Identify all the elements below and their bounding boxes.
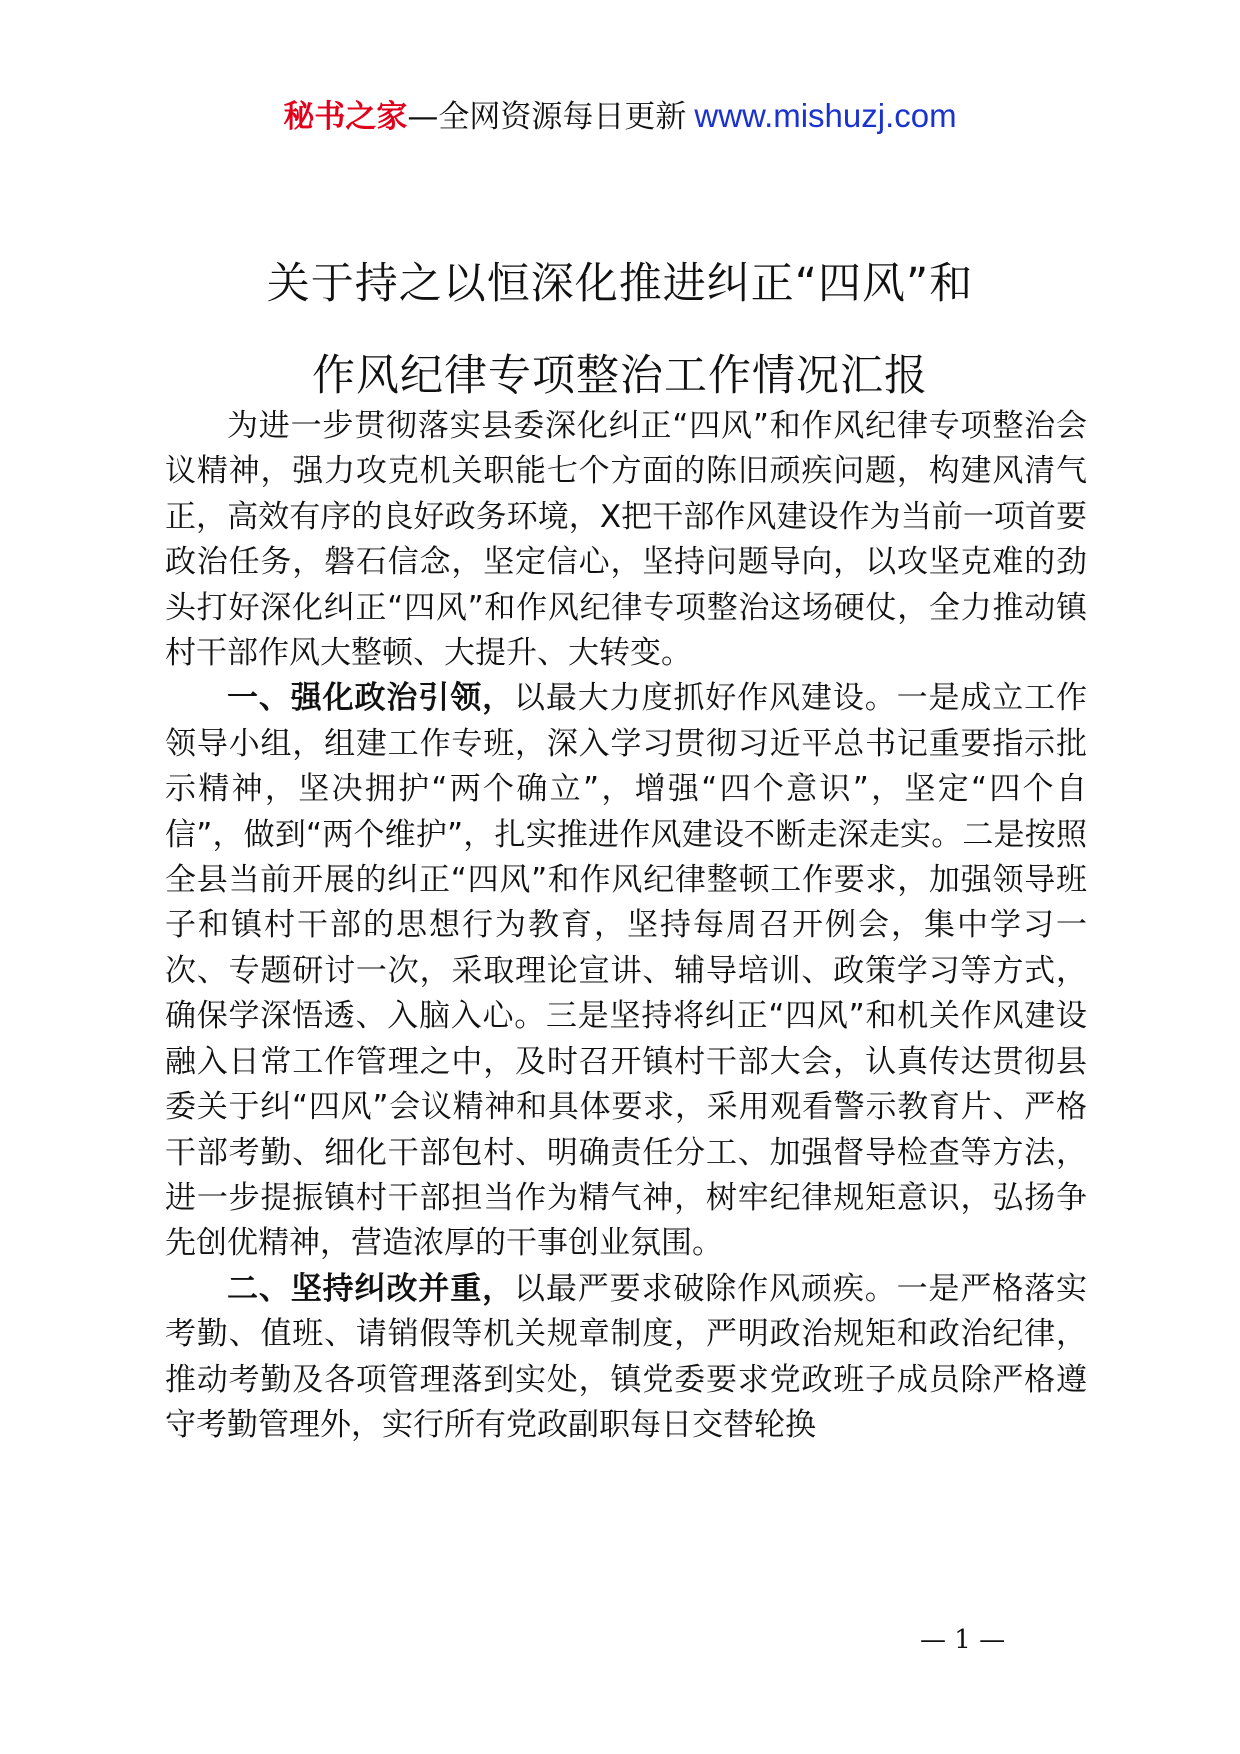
section-heading: 二、坚持纠改并重， bbox=[227, 1270, 514, 1307]
document-title bbox=[0, 238, 1240, 422]
paragraph-text: 为进一步贯彻落实县委深化纠正“四风”和作风纪律专项整治会议精神，强力攻克机关职能七个方面的陈旧顽疾问题，构建风清气正，高效有序的良好政务环境，X把干部作风建设作为当前一项首要政治任务，磐石信念，坚定信心，坚持问题导向，以攻坚克难的劲头打好深化纠正“四风”和作风纪律专项整治这场硬仗，全力推动镇村干部作风大整顿、大提升、大转变。 bbox=[165, 408, 1087, 672]
section-heading: 一、强化政治引领， bbox=[227, 680, 514, 717]
paragraph-text: 以最严要求破除作风顽疾。一是严格落实考勤、值班、请销假等机关规章制度，严明政治规矩和政治纪律，推动考勤及各项管理落到实处，镇党委要求党政班子成员除严格遵守考勤管理外，实行所有党政副职每日交替轮换 bbox=[165, 1270, 1088, 1443]
site-slogan: —全网资源每日更新 bbox=[407, 99, 687, 135]
title-line-2: 作风纪律专项整治工作情况汇报 bbox=[312, 351, 928, 401]
site-brand: 秘书之家 bbox=[283, 99, 408, 135]
paragraph-section-2 bbox=[165, 1267, 1087, 1449]
paragraph-intro bbox=[165, 404, 1087, 676]
paragraph-text: 以最大力度抓好作风建设。一是成立工作领导小组，组建工作专班，深入学习贯彻习近平总书记重要指示批示精神，坚决拥护“两个确立”，增强“四个意识”，坚定“四个自信”，做到“两个维护”，扎实推进作风建设不断走深走实。二是按照全县当前开展的纠正“四风”和作风纪律整顿工作要求，加强领导班子和镇村干部的思想行为教育，坚持每周召开例会，集中学习一次、专题研讨一次，采取理论宣讲、辅导培训、政策学习等方式，确保学深悟透、入脑入心。三是坚持将纠正“四风”和机关作风建设融入日常工作管理之中，及时召开镇村干部大会，认真传达贯彻县委关于纠“四风”会议精神和具体要求，采用观看警示教育片、严格干部考勤、细化干部包村、明确责任分工、加强督导检查等方法，进一步提振镇村干部担当作为精气神，树牢纪律规矩意识，弘扬争先创优精神，营造浓厚的干事创业氛围。 bbox=[165, 680, 1088, 1262]
title-line-1: 关于持之以恒深化推进纠正“四风”和 bbox=[266, 259, 974, 309]
document-body bbox=[165, 404, 1087, 1448]
page-number: — 1 — bbox=[920, 1625, 1006, 1655]
site-header bbox=[0, 96, 1240, 137]
site-url-link[interactable]: www.mishuzj.com bbox=[694, 97, 957, 134]
paragraph-section-1 bbox=[165, 676, 1087, 1266]
